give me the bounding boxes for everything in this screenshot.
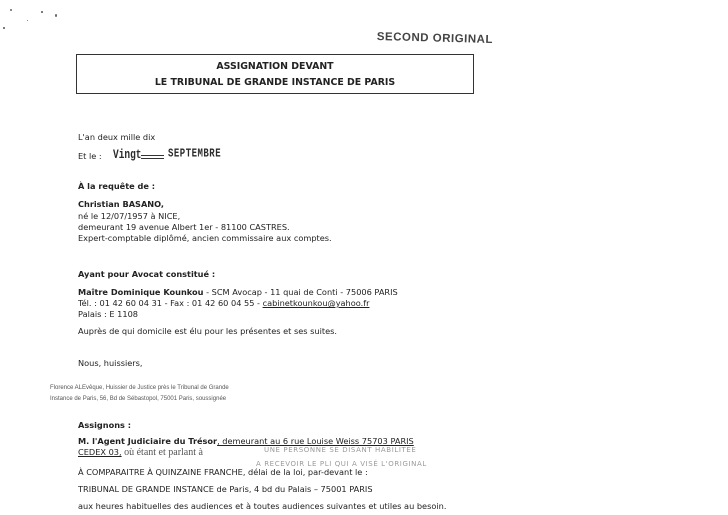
requerant-name: Christian BASANO, bbox=[78, 199, 165, 209]
avocat-name: Maître Dominique Kounkou bbox=[78, 287, 204, 297]
requerant-line: Expert-comptable diplômé, ancien commissaire aux comptes. bbox=[78, 233, 332, 243]
huissier-stamp-line-1: Florence ALEvêque, Huissier de Justice près le Tribunal de Grande bbox=[50, 385, 229, 391]
avocat-phone-fax: Tél. : 01 42 60 04 31 - Fax : 01 42 60 04 55 - bbox=[78, 298, 263, 308]
day-prefix: Et le : bbox=[78, 151, 102, 161]
requerant-line: né le 12/07/1957 à NICE, bbox=[78, 211, 181, 221]
title-line-2: LE TRIBUNAL DE GRANDE INSTANCE DE PARIS bbox=[154, 77, 396, 88]
scan-speck bbox=[3, 27, 5, 29]
title-line-1: ASSIGNATION DEVANT bbox=[216, 61, 334, 72]
day-handwritten: Vingt bbox=[113, 147, 142, 162]
huissiers-intro: Nous, huissiers, bbox=[78, 358, 143, 368]
comparaitre-line: À COMPARAITRE À QUINZAINE FRANCHE, délai de la loi, par-devant le : bbox=[78, 467, 368, 477]
avocat-heading: Ayant pour Avocat constitué : bbox=[78, 269, 216, 279]
heures-line: aux heures habituelles des audiences et à toutes audiences suivantes et utiles au besoin. bbox=[78, 501, 447, 511]
avocat-palais: Palais : E 1108 bbox=[78, 309, 138, 319]
requete-heading: À la requête de : bbox=[78, 181, 156, 191]
avocat-email-link[interactable]: cabinetkounkou@yahoo.fr bbox=[262, 298, 370, 308]
cedex-text: CEDEX 03, bbox=[78, 447, 122, 457]
huissier-stamp-line-2: Instance de Paris, 56, Bd de Sébastopol, 75001 Paris, soussignée bbox=[50, 396, 227, 402]
avocat-address: - SCM Avocap - 11 quai de Conti - 75006 PARIS bbox=[203, 287, 398, 297]
tribunal-line: TRIBUNAL DE GRANDE INSTANCE de Paris, 4 bd du Palais – 75001 PARIS bbox=[78, 484, 373, 494]
month-stamp: SEPTEMBRE bbox=[168, 147, 222, 161]
domicile-line: Auprès de qui domicile est élu pour les présentes et ses suites. bbox=[78, 326, 337, 336]
second-original-stamp: SECOND ORIGINAL bbox=[376, 31, 494, 47]
agent-line bbox=[78, 436, 414, 446]
avocat-contact-line bbox=[78, 298, 369, 308]
scan-speck bbox=[10, 9, 12, 11]
agent-address: , demeurant au 6 rue Louise Weiss 75703 PARIS bbox=[217, 436, 414, 446]
year-line: L'an deux mille dix bbox=[78, 132, 156, 142]
assignons-heading: Assignons : bbox=[78, 420, 132, 430]
faint-stamp-line-1: UNE PERSONNE SE DISANT HABILITEE bbox=[264, 446, 417, 454]
faint-stamp-line-2: A RECEVOIR LE PLI QUI A VISÉ L'ORIGINAL bbox=[256, 460, 427, 468]
date-dash-1 bbox=[141, 155, 164, 156]
etant-parlant-text: où étant et parlant à bbox=[121, 447, 203, 458]
cedex-line bbox=[78, 447, 203, 458]
scan-speck bbox=[41, 11, 43, 13]
scan-speck bbox=[27, 20, 28, 21]
date-dash-2 bbox=[141, 158, 164, 159]
scan-speck bbox=[55, 14, 57, 17]
title-box bbox=[76, 54, 474, 94]
requerant-line: demeurant 19 avenue Albert 1er - 81100 CASTRES. bbox=[78, 222, 290, 232]
avocat-line bbox=[78, 287, 398, 297]
agent-name: M. l'Agent Judiciaire du Trésor bbox=[78, 436, 218, 446]
